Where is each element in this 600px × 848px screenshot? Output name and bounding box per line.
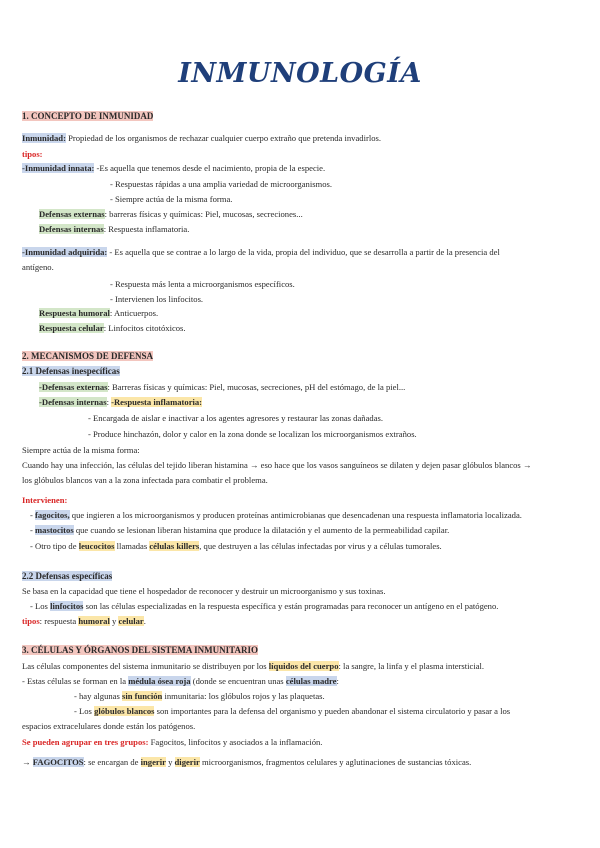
celulas-line-1: Las células componentes del sistema inmunitario se distribuyen por los líquidos del cuerpo: la sangre, la linfa y el plasma intersticial. [22,661,485,671]
cuando-line-1: Cuando hay una infección, las células del tejido liberan histamina → eso hace que los vasos sanguíneos se dilaten y dejen pasar glóbulos blancos → [22,460,532,470]
inflamatoria-point-1: - Encargada de aislar e inactivar a los agentes agresores y restaurar las zonas dañadas. [88,413,383,423]
adquirida-line-1: -Inmunidad adquirida: - Es aquella que se contrae a lo largo de la vida, propia del individuo, que se desarrolla a partir de la presencia del [22,247,500,257]
page-title: INMUNOLOGÍA [178,58,422,89]
mastocitos-line: - mastocitos que cuando se lesionan liberan histamina que produce la dilatación y el aumento de la permeabilidad capilar. [30,525,450,535]
celulas-line-3: - hay algunas sin función inmunitaria: los glóbulos rojos y las plaquetas. [74,691,325,701]
defensas-externas-line: Defensas externas: barreras físicas y químicas: Piel, mucosas, secreciones... [39,209,303,219]
celulas-line-4: - Los glóbulos blancos son importantes para la defensa del organismo y pueden abandonar el sistema circulatorio y pasar a los [74,706,511,716]
fagocitos-line: - fagocitos, que ingieren a los microorganismos y producen proteínas antimicrobianas que desencadenan una respuesta inflamatoria localizada. [30,510,522,520]
celulas-line-4b: espacios extracelulares donde están los patógenos. [22,721,196,731]
innata-line-1: -Inmunidad innata: -Es aquella que tenemos desde el nacimiento, propia de la especie. [22,163,326,173]
adquirida-line-3: - Intervienen los linfocitos. [110,294,204,304]
respuesta-humoral-line: Respuesta humoral: Anticuerpos. [39,308,159,318]
section-1-heading: 1. CONCEPTO DE INMUNIDAD [22,111,154,121]
especificas-line: Se basa en la capacidad que tiene el hospedador de reconocer y destruir un microorganismo y sus toxinas. [22,586,386,596]
section-2-heading: 2. MECANISMOS DE DEFENSA [22,351,154,361]
inespecificas-internas-line: -Defensas internas: -Respuesta inflamatoria: [39,397,203,407]
inespecificas-externas-line: -Defensas externas: Barreras físicas y químicas: Piel, mucosas, secreciones, pH del estómago, de la piel... [39,382,406,392]
innata-line-2: - Respuestas rápidas a una amplia variedad de microorganismos. [110,179,333,189]
intervienen-label: Intervienen: [22,495,68,505]
cuando-line-2: los glóbulos blancos van a la zona infectada para combatir el problema. [22,475,268,485]
innata-line-3: - Siempre actúa de la misma forma. [110,194,233,204]
siempre-line: Siempre actúa de la misma forma: [22,445,140,455]
grupos-line: Se pueden agrupar en tres grupos: Fagocitos, linfocitos y asociados a la inflamación. [22,737,323,747]
tipos-label: tipos: [22,149,43,159]
adquirida-line-2: - Respuesta más lenta a microorganismos específicos. [110,279,295,289]
subsection-2-1-heading: 2.1 Defensas inespecíficas [22,366,120,376]
inmunidad-definition: Inmunidad: Propiedad de los organismos de rechazar cualquier cuerpo extraño que pretenda invadirlos. [22,133,382,143]
tipos-respuesta-line: tipos: respuesta humoral y celular. [22,616,146,626]
inflamatoria-point-2: - Produce hinchazón, dolor y calor en la zona donde se localizan los microorganismos extraños. [88,429,417,439]
fagocitos-section-line: → FAGOCITOS: se encargan de ingerir y digerir microorganismos, fragmentos celulares y aglutinaciones de sustancias tóxicas. [22,757,472,767]
adquirida-line-1b: antígeno. [22,262,54,272]
defensas-internas-line: Defensas internas: Respuesta inflamatoria. [39,224,190,234]
respuesta-celular-line: Respuesta celular: Linfocitos citotóxicos. [39,323,186,333]
subsection-2-2-heading: 2.2 Defensas específicas [22,571,113,581]
leucocitos-line: - Otro tipo de leucocitos llamadas células killers, que destruyen a las células infectadas por virus y a células tumorales. [30,541,442,551]
section-3-heading: 3. CÉLULAS Y ÓRGANOS DEL SISTEMA INMUNITARIO [22,645,258,655]
linfocitos-line: - Los linfocitos son las células especializadas en la respuesta específica y están programadas para reconocer un antígeno en el patógeno. [30,601,499,611]
celulas-line-2: - Estas células se forman en la médula ósea roja (donde se encuentran unas células madre: [22,676,339,686]
